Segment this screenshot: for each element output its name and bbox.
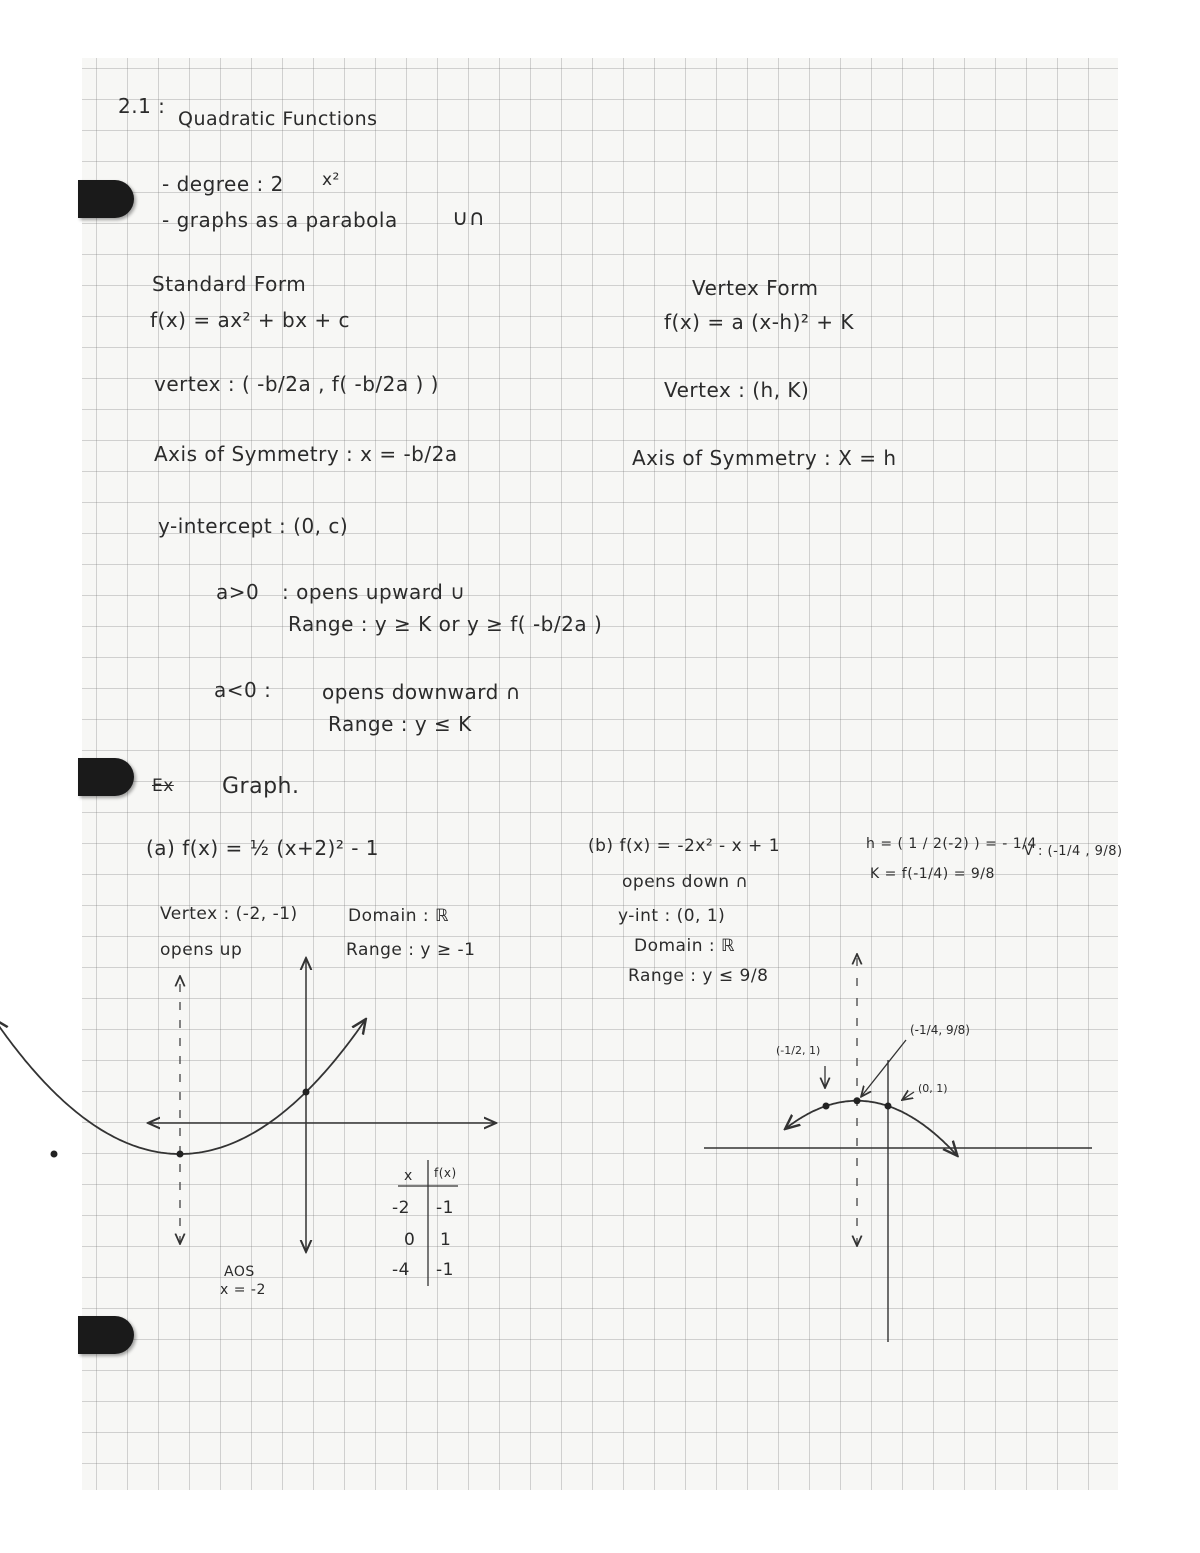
standard-form-formula: f(x) = ax² + bx + c <box>150 308 351 332</box>
table-cell: 0 <box>404 1230 416 1250</box>
table-cell: 1 <box>440 1230 452 1250</box>
parabola-shapes-icon: ∪∩ <box>452 206 486 231</box>
part-a-domain: Domain : ℝ <box>348 906 449 926</box>
point-label-yint: (0, 1) <box>918 1082 948 1095</box>
example-title: Graph. <box>222 774 300 799</box>
section-number: 2.1 : <box>118 94 166 118</box>
annotation-arrow <box>902 1092 914 1100</box>
graphs-note: - graphs as a parabola <box>162 208 398 232</box>
table-header-x: x <box>404 1168 413 1184</box>
aos-label: AOS <box>224 1264 255 1280</box>
example-label: Ex <box>152 776 174 796</box>
vertex-form-heading: Vertex Form <box>692 276 819 300</box>
vertex-form-formula: f(x) = a (x-h)² + K <box>664 310 855 334</box>
standard-form-heading: Standard Form <box>152 272 307 296</box>
data-point <box>51 1151 58 1158</box>
degree-note: - degree : 2 <box>162 172 284 196</box>
chart-b <box>704 954 1092 1342</box>
parabola-curve <box>0 1019 366 1154</box>
standard-aos: Axis of Symmetry : x = -b/2a <box>154 442 458 466</box>
a-positive: a>0 <box>216 580 260 604</box>
x-squared-note: x² <box>322 170 340 190</box>
part-b-y-int: y-int : (0, 1) <box>618 906 726 926</box>
part-a-range: Range : y ≥ -1 <box>346 940 476 960</box>
a-positive-range: Range : y ≥ K or y ≥ f( -b/2a ) <box>288 612 603 636</box>
annotation-arrow <box>861 1040 906 1097</box>
vertex-form-aos: Axis of Symmetry : X = h <box>632 446 897 470</box>
point-label-vertex: (-1/4, 9/8) <box>910 1023 970 1037</box>
a-negative-desc: opens downward ∩ <box>322 680 521 704</box>
aos-value: x = -2 <box>220 1282 266 1298</box>
point-label-left: (-1/2, 1) <box>776 1044 821 1057</box>
table-cell: -4 <box>392 1260 410 1280</box>
table-cell: -1 <box>436 1198 454 1218</box>
part-b-h-calc: h = ( 1 / 2(-2) ) = - 1/4 <box>866 836 1037 852</box>
part-b-domain: Domain : ℝ <box>634 936 735 956</box>
data-point <box>823 1103 830 1110</box>
data-point <box>177 1151 184 1158</box>
part-b-equation: (b) f(x) = -2x² - x + 1 <box>588 836 781 856</box>
table-header-fx: f(x) <box>434 1166 457 1180</box>
data-point <box>885 1103 892 1110</box>
page-title: Quadratic Functions <box>178 108 378 130</box>
table-cell: -1 <box>436 1260 454 1280</box>
part-b-range: Range : y ≤ 9/8 <box>628 966 769 986</box>
part-a-vertex: Vertex : (-2, -1) <box>160 904 298 924</box>
part-a-opens: opens up <box>160 940 243 960</box>
chart-a <box>0 958 496 1286</box>
vertex-form-vertex: Vertex : (h, K) <box>664 378 810 402</box>
standard-vertex: vertex : ( -b/2a , f( -b/2a ) ) <box>154 372 439 396</box>
part-b-vertex: V : (-1/4 , 9/8) <box>1024 844 1123 859</box>
table-cell: -2 <box>392 1198 410 1218</box>
y-intercept: y-intercept : (0, c) <box>158 514 349 538</box>
part-b-k-calc: K = f(-1/4) = 9/8 <box>870 866 995 882</box>
part-a-equation: (a) f(x) = ½ (x+2)² - 1 <box>146 836 380 860</box>
a-negative-range: Range : y ≤ K <box>328 712 472 736</box>
a-negative: a<0 : <box>214 678 272 702</box>
data-point <box>303 1089 310 1096</box>
data-point <box>854 1097 861 1104</box>
part-b-opens: opens down ∩ <box>622 872 749 892</box>
a-positive-desc: : opens upward ∪ <box>282 580 466 604</box>
